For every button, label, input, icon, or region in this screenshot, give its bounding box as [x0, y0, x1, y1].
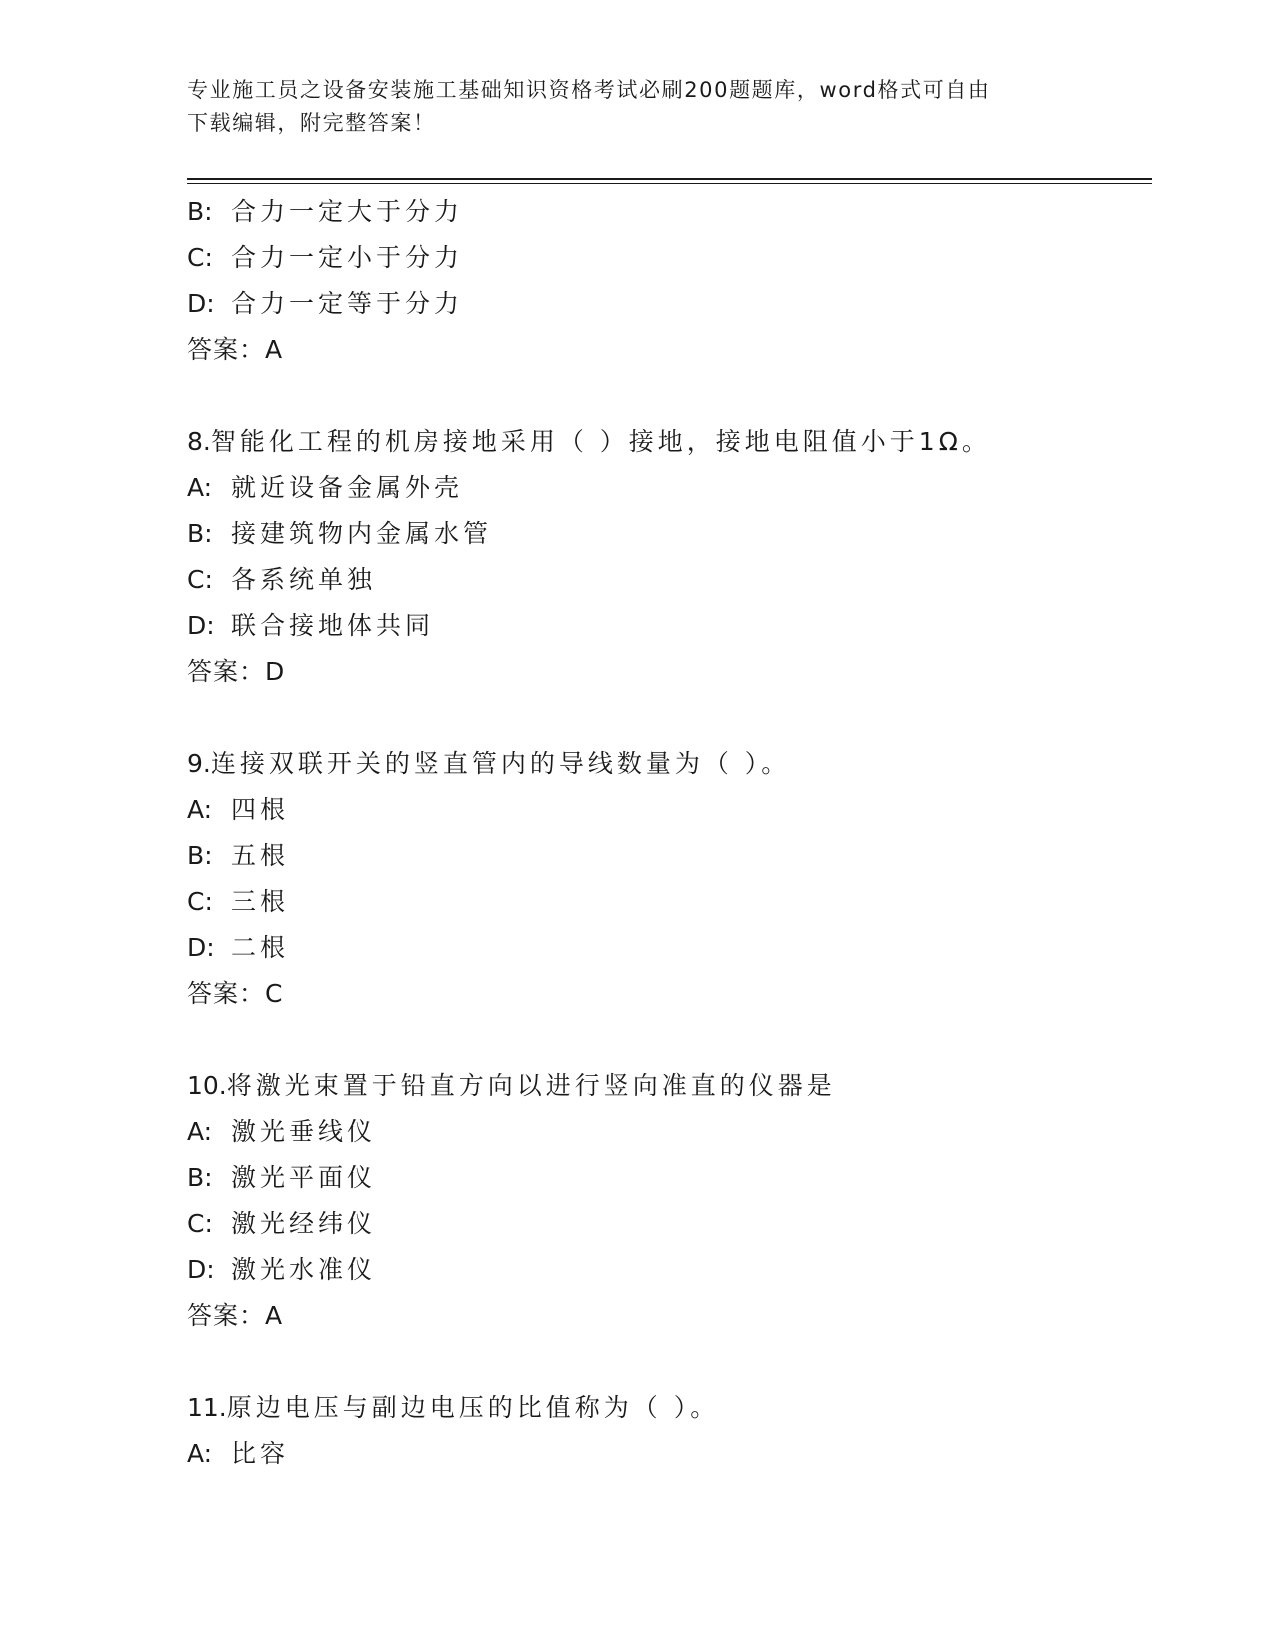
answer-line: 答案：A	[187, 1301, 284, 1330]
option-d: D: 合力一定等于分力	[187, 289, 464, 318]
spacer	[187, 1339, 1152, 1385]
question-number: 11.	[187, 1393, 227, 1422]
question-stem: 8.智能化工程的机房接地采用（ ）接地，接地电阻值小于1Ω。	[187, 427, 991, 456]
question-stem: 9.连接双联开关的竖直管内的导线数量为（ ）。	[187, 749, 791, 778]
answer-line: 答案：A	[187, 335, 284, 364]
question-9	[187, 741, 1152, 1017]
question-stem: 10.将激光束置于铅直方向以进行竖向准直的仪器是	[187, 1071, 836, 1100]
question-number: 8.	[187, 427, 211, 456]
spacer	[187, 1017, 1152, 1063]
header-divider-thin	[187, 183, 1152, 184]
question-10	[187, 1063, 1152, 1339]
header-divider-thick	[187, 178, 1152, 180]
option-a: A: 就近设备金属外壳	[187, 473, 464, 502]
option-b: B: 激光平面仪	[187, 1163, 377, 1192]
option-a: A: 比容	[187, 1439, 290, 1468]
question-7-tail	[187, 189, 1152, 373]
question-stem: 11.原边电压与副边电压的比值称为（ ）。	[187, 1393, 720, 1422]
question-list	[187, 189, 1152, 1477]
option-a: A: 四根	[187, 795, 290, 824]
option-b: B: 五根	[187, 841, 290, 870]
header-line-2: 下载编辑，附完整答案！	[187, 111, 436, 135]
option-a: A: 激光垂线仪	[187, 1117, 377, 1146]
answer-line: 答案：C	[187, 979, 284, 1008]
option-b: B: 合力一定大于分力	[187, 197, 464, 226]
option-d: D: 二根	[187, 933, 290, 962]
option-c: C: 各系统单独	[187, 565, 377, 594]
option-c: C: 激光经纬仪	[187, 1209, 377, 1238]
question-11	[187, 1385, 1152, 1477]
question-number: 9.	[187, 749, 211, 778]
header-line-1: 专业施工员之设备安装施工基础知识资格考试必刷200题题库，word格式可自由	[187, 78, 991, 102]
question-8	[187, 419, 1152, 695]
option-c: C: 三根	[187, 887, 290, 916]
option-d: D: 联合接地体共同	[187, 611, 435, 640]
answer-line: 答案：D	[187, 657, 286, 686]
option-b: B: 接建筑物内金属水管	[187, 519, 493, 548]
question-number: 10.	[187, 1071, 227, 1100]
spacer	[187, 695, 1152, 741]
option-d: D: 激光水准仪	[187, 1255, 377, 1284]
option-c: C: 合力一定小于分力	[187, 243, 464, 272]
spacer	[187, 373, 1152, 419]
document-header	[187, 74, 1087, 140]
